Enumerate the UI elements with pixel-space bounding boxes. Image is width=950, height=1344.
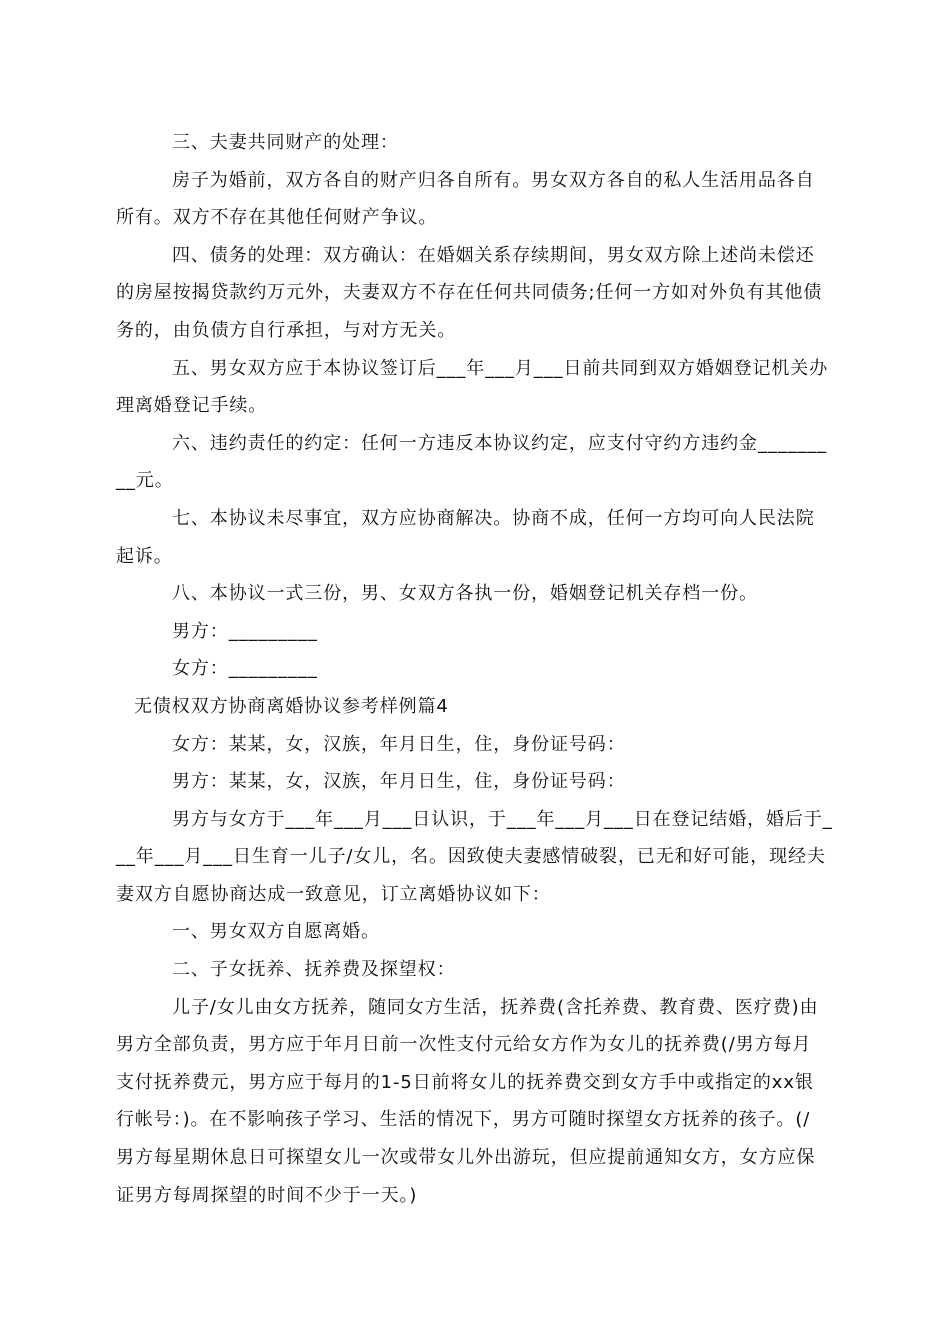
paragraph-line: 支付抚养费元，男方应于每月的1-5日前将女儿的抚养费交到女方手中或指定的xx银 bbox=[116, 1071, 814, 1093]
paragraph-line: 妻双方自愿协商达成一致意见，订立离婚协议如下： bbox=[116, 883, 551, 905]
paragraph-line: 八、本协议一式三份，男、女双方各执一份，婚姻登记机关存档一份。 bbox=[172, 583, 758, 605]
paragraph-line: __年___月___日生育一儿子/女儿，名。因致使夫妻感情破裂，已无和好可能，现经夫 bbox=[116, 846, 826, 868]
signature-line-female: 女方：_________ bbox=[172, 658, 318, 680]
paragraph-line: 行帐号：)。在不影响孩子学习、生活的情况下，男方可随时探望女方抚养的孩子。(/ bbox=[116, 1109, 811, 1131]
paragraph-line: 所有。双方不存在其他任何财产争议。 bbox=[116, 207, 438, 229]
clause-heading: 二、子女抚养、抚养费及探望权： bbox=[172, 959, 456, 981]
paragraph-line: 的房屋按揭贷款约万元外，夫妻双方不存在任何共同债务;任何一方如对外负有其他债 bbox=[116, 282, 823, 304]
paragraph-line: 理离婚登记手续。 bbox=[116, 395, 268, 417]
paragraph-line: 起诉。 bbox=[116, 545, 173, 567]
paragraph-line: 男方每星期休息日可探望女儿一次或带女儿外出游玩，但应提前通知女方，女方应保 bbox=[116, 1147, 816, 1169]
paragraph-line: 男方与女方于___年___月___日认识，于___年___月___日在登记结婚，婚后于_ bbox=[172, 808, 833, 830]
paragraph-line: __元。 bbox=[116, 470, 174, 492]
paragraph-line: 七、本协议未尽事宜，双方应协商解决。协商不成，任何一方均可向人民法院 bbox=[172, 507, 815, 529]
paragraph-line: 务的，由负债方自行承担，与对方无关。 bbox=[116, 319, 457, 341]
paragraph-line: 六、违约责任的约定：任何一方违反本协议约定，应支付守约方违约金_______ bbox=[172, 432, 828, 454]
clause-heading: 一、男女双方自愿离婚。 bbox=[172, 921, 380, 943]
paragraph-line: 男方全部负责，男方应于年月日前一次性支付元给女方作为女儿的抚养费(/男方每月 bbox=[116, 1034, 812, 1056]
paragraph-line: 房子为婚前，双方各自的财产归各自所有。男女双方各自的私人生活用品各自 bbox=[172, 169, 815, 191]
party-info-female: 女方：某某，女，汉族，年月日生，住，身份证号码： bbox=[172, 733, 626, 755]
document-section-title: 无债权双方协商离婚协议参考样例篇4 bbox=[134, 695, 449, 717]
party-info-male: 男方：某某，女，汉族，年月日生，住，身份证号码： bbox=[172, 771, 626, 793]
paragraph-line: 四、债务的处理：双方确认：在婚姻关系存续期间，男女双方除上述尚未偿还 bbox=[172, 244, 815, 266]
document-body bbox=[116, 124, 836, 1214]
signature-line-male: 男方：_________ bbox=[172, 620, 318, 642]
paragraph-line: 证男方每周探望的时间不少于一天。) bbox=[116, 1184, 418, 1206]
paragraph-line: 儿子/女儿由女方抚养，随同女方生活，抚养费(含托养费、教育费、医疗费)由 bbox=[172, 996, 819, 1018]
section-heading-property: 三、夫妻共同财产的处理： bbox=[172, 132, 399, 153]
paragraph-line: 五、男女双方应于本协议签订后___年___月___日前共同到双方婚姻登记机关办 bbox=[172, 357, 829, 379]
